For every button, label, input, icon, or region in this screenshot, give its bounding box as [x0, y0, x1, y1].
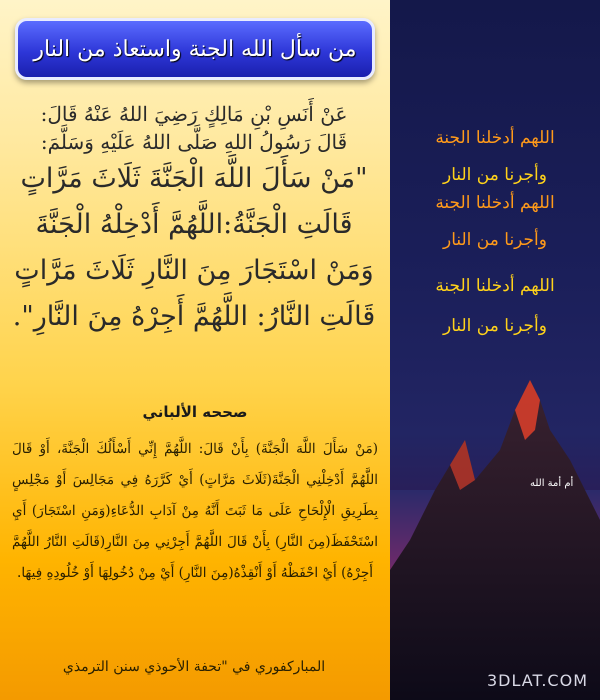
mountain-peaks: [390, 380, 600, 700]
supplication-3: اللهم أدخلنا الجنة: [435, 193, 555, 213]
supplication-2: وأجرنا من النار: [442, 165, 547, 185]
hadith-text: [10, 100, 378, 340]
explanation-text: (مَنْ سَأَلَ اللَّهَ الْجَنَّةَ) بِأَنْ قَالَ: اللَّهُمَّ إِنِّي أَسْأَلُكَ الْجَنَّةَ، أَوْ قَالَ اللَّهُمَّ أَدْخِلْنِي الْجَنَّةَ(ثَلَاثَ مَرَّاتٍ) أَيْ كَرَّرَهُ فِي مَجَالِسَ أَوْ مَجْلِسٍ بِطَرِيقِ الْإِلْحَاحِ عَلَى مَا ثَبَتَ أَنَّهُ مِنْ آدَابِ الدُّعَاءِ(وَمَنِ اسْتَجَارَ) أَيِ اسْتَحْفَظَ(مِنَ النَّارِ) بِأَنْ قَالَ اللَّهُمَّ أَجِرْنِي مِنَ النَّارِ(قَالَتِ النَّارُ اللَّهُمَّ أَجِرْهُ) أَيْ احْفَظْهُ أَوْ أَنْقِذْهُ(مِنَ النَّارِ) أَيْ مِنْ دُخُولِهَا أَوْ خُلُودِهِ فِيهَا.: [12, 441, 378, 581]
hadith-intro-1: عَنْ أَنَسِ بْنِ مَالِكٍ رَضِيَ اللهُ عَنْهُ قَالَ:: [40, 102, 348, 126]
hadith-line-4: قَالَتِ النَّارُ: اللَّهُمَّ أَجِرْهُ مِنَ النَّارِ".: [12, 301, 376, 332]
hadith-grader: صححه الألباني: [142, 403, 248, 421]
hadith-line-2: قَالَتِ الْجَنَّةُ:اللَّهُمَّ أَدْخِلْهُ الْجَنَّةَ: [35, 209, 353, 240]
site-watermark: 3DLAT.COM: [486, 671, 588, 690]
signature: أم أمة الله: [530, 478, 574, 489]
mountain-image: [390, 370, 600, 700]
hadith-line-1: "مَنْ سَأَلَ اللَّهَ الْجَنَّةَ ثَلَاثَ مَرَّاتٍ: [20, 163, 368, 194]
supplication-4: وأجرنا من النار: [442, 230, 547, 250]
explanation-source: المباركفوري في "تحفة الأحوذي سنن الترمذي: [62, 659, 326, 675]
page-title: من سأل الله الجنة واستعاذ من النار: [33, 36, 357, 62]
supplication-1: اللهم أدخلنا الجنة: [435, 128, 555, 148]
hadith-intro-2: قَالَ رَسُولُ اللهِ صَلَّى اللهُ عَلَيْهِ وَسَلَّمَ:: [40, 130, 348, 154]
title-banner: [15, 18, 375, 80]
hadith-line-3: وَمَنْ اسْتَجَارَ مِنَ النَّارِ ثَلَاثَ مَرَّاتٍ: [14, 255, 374, 286]
supplication-6: وأجرنا من النار: [442, 316, 547, 336]
right-panel: [390, 0, 600, 700]
supplication-5: اللهم أدخلنا الجنة: [435, 276, 555, 296]
